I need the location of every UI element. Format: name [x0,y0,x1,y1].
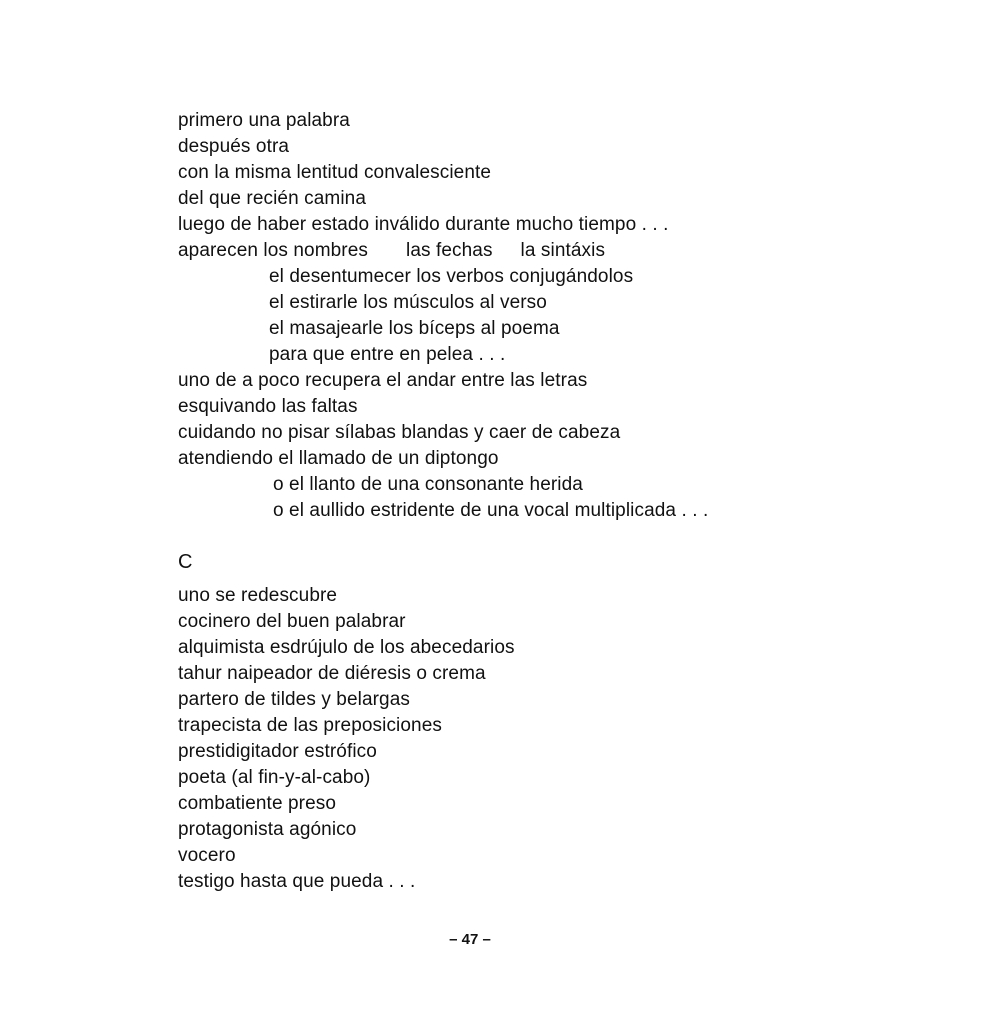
poem-line: uno de a poco recupera el andar entre las letras [178,370,588,391]
poem-line: atendiendo el llamado de un diptongo [178,448,499,469]
poem-line: testigo hasta que pueda . . . [178,871,416,892]
poem-line: del que recién camina [178,188,366,209]
poem-stanza-2 [178,583,515,895]
poem-line: alquimista esdrújulo de los abecedarios [178,637,515,658]
poem-line: con la misma lentitud convalesciente [178,162,492,183]
poem-line: vocero [178,845,236,866]
poem-line-indented: el masajearle los bíceps al poema [269,318,560,339]
poem-line-indented: para que entre en pelea . . . [269,344,506,365]
poem-line: cocinero del buen palabrar [178,611,406,632]
poem-line: combatiente preso [178,793,337,814]
poem-line: uno se redescubre [178,585,338,606]
poem-line: luego de haber estado inválido durante mucho tiempo . . . [178,214,669,235]
poem-line-aparecen [178,238,708,264]
poem-line-indented: o el llanto de una consonante herida [273,474,583,495]
poem-line-fragment: aparecen los nombres [178,240,368,261]
poem-line: cuidando no pisar sílabas blandas y caer de cabeza [178,422,621,443]
poem-line: poeta (al fin-y-al-cabo) [178,767,371,788]
poem-line: después otra [178,136,290,157]
poem-line: primero una palabra [178,110,350,131]
poem-line-fragment: la sintáxis [520,240,606,261]
poem-line-indented: el desentumecer los verbos conjugándolos [269,266,634,287]
poem-line-fragment: las fechas [406,240,493,261]
poem-line-indented: el estirarle los músculos al verso [269,292,547,313]
poem-line: prestidigitador estrófico [178,741,377,762]
poem-line: partero de tildes y belargas [178,689,410,710]
poem-line: protagonista agónico [178,819,357,840]
poem-line-indented: o el aullido estridente de una vocal multiplicada . . . [273,500,709,521]
poem-stanza-1 [178,108,708,524]
poem-line: trapecista de las preposiciones [178,715,442,736]
page-number: – 47 – [449,931,491,948]
poem-line: esquivando las faltas [178,396,358,417]
poem-line: tahur naipeador de diéresis o crema [178,663,486,684]
section-mark: C [178,551,193,573]
